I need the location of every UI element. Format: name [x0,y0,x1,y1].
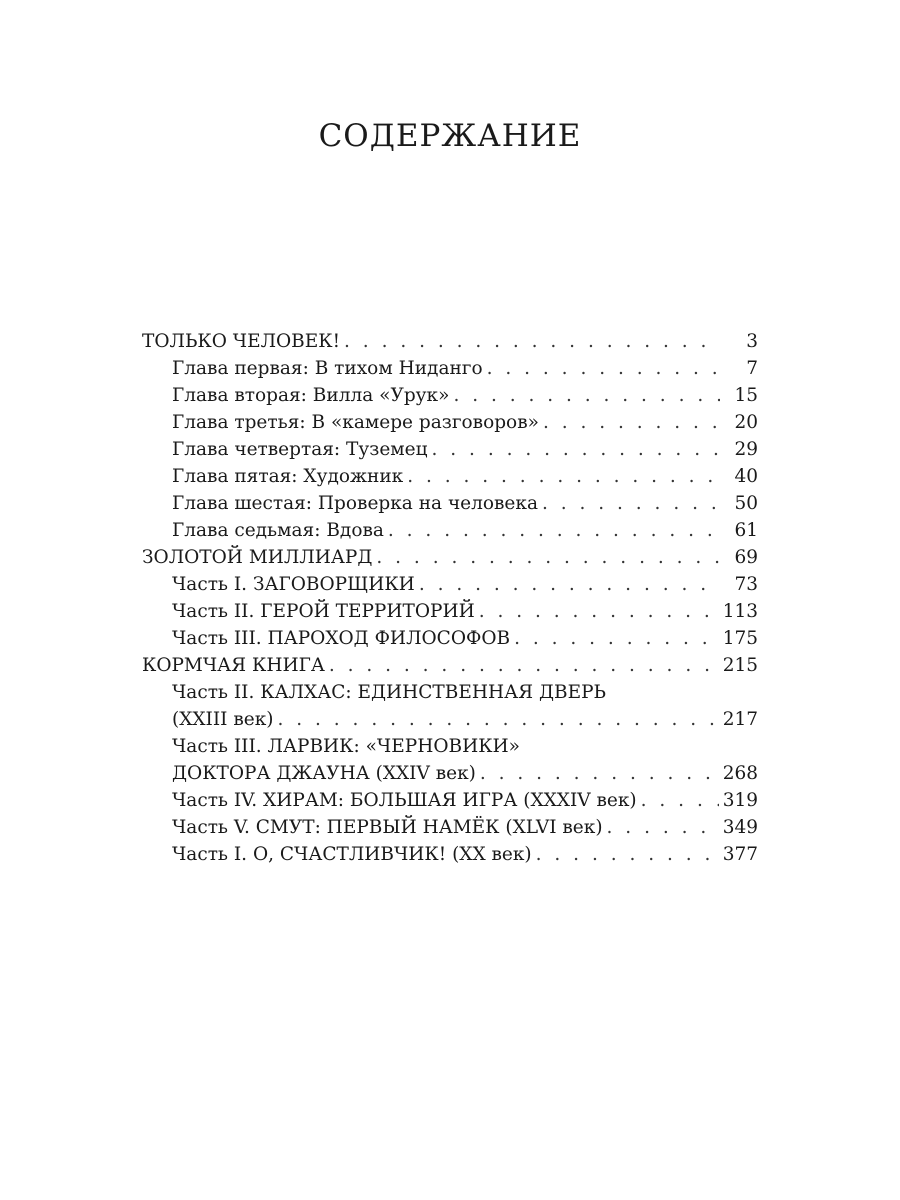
toc-entry-page: 15 [734,385,758,406]
toc-entry [142,571,758,598]
dot-leader [432,436,720,463]
toc-entry-page: 40 [734,466,758,487]
toc-entry-label: КОРМЧАЯ КНИГА [142,655,325,676]
dot-leader [278,706,719,733]
toc-entry-label: Часть III. ПАРОХОД ФИЛОСОФОВ [172,628,511,649]
page-title: СОДЕРЖАНИЕ [318,118,582,154]
toc-entry-page: 319 [722,790,758,811]
toc-entry [142,598,758,625]
toc-entry-label: Глава первая: В тихом Ниданго [172,358,483,379]
dot-leader [453,382,720,409]
toc-entry [142,760,758,787]
toc-entry-page: 377 [722,844,758,865]
dot-leader [536,841,719,868]
toc-entry-label: Часть I. ЗАГОВОРЩИКИ [172,574,415,595]
toc-entry [142,787,758,814]
toc-entry-page: 73 [734,574,758,595]
dot-leader [641,787,719,814]
toc-entry [142,652,758,679]
dot-leader [388,517,720,544]
dot-leader [376,544,720,571]
toc-entry-page: 349 [722,817,758,838]
toc-entry-page: 50 [734,493,758,514]
toc-entry [142,436,758,463]
toc-entry-label: ЗОЛОТОЙ МИЛЛИАРД [142,547,373,568]
dot-leader [487,355,720,382]
toc-entry-first-line [142,733,758,760]
toc-entry-label: Глава третья: В «камере разговоров» [172,412,539,433]
toc-entry-label: Глава четвертая: Туземец [172,439,428,460]
toc-entry-first-line [142,679,758,706]
toc-entry-label: ДОКТОРА ДЖАУНА (XXIV век) [172,763,476,784]
dot-leader [543,409,720,436]
toc-entry-label: Часть IV. ХИРАМ: БОЛЬШАЯ ИГРА (XXXIV век) [172,790,637,811]
toc-entry-label: Глава пятая: Художник [172,466,404,487]
toc-entry [142,517,758,544]
dot-leader [329,652,719,679]
toc-entry-label: ТОЛЬКО ЧЕЛОВЕК! [142,331,341,352]
toc-entry-label: (XXIII век) [172,709,274,730]
toc-entry-label: Глава вторая: Вилла «Урук» [172,385,450,406]
toc-entry-page: 268 [722,763,758,784]
toc-entry [142,814,758,841]
toc-entry [142,625,758,652]
table-of-contents [142,328,758,868]
toc-entry-page: 7 [746,358,758,379]
toc-entry-label: Часть I. О, СЧАСТЛИВЧИК! (XX век) [172,844,532,865]
toc-entry-page: 175 [722,628,758,649]
toc-entry [142,355,758,382]
toc-entry [142,490,758,517]
toc-entry-label-line1: Часть III. ЛАРВИК: «ЧЕРНОВИКИ» [172,736,520,757]
toc-entry [142,544,758,571]
dot-leader [407,463,720,490]
toc-entry-page: 113 [722,601,758,622]
toc-entry-label: Часть V. СМУТ: ПЕРВЫЙ НАМЁК (XLVI век) [172,817,603,838]
toc-entry-page: 69 [734,547,758,568]
toc-entry-page: 20 [734,412,758,433]
toc-entry-page: 215 [722,655,758,676]
toc-entry [142,382,758,409]
dot-leader [479,598,719,625]
dot-leader [542,490,720,517]
toc-entry-label: Глава седьмая: Вдова [172,520,384,541]
toc-entry [142,463,758,490]
toc-entry [142,328,758,355]
toc-entry-page: 61 [734,520,758,541]
toc-entry-page: 217 [722,709,758,730]
toc-entry-label: Часть II. ГЕРОЙ ТЕРРИТОРИЙ [172,601,475,622]
toc-entry-label-line1: Часть II. КАЛХАС: ЕДИНСТВЕННАЯ ДВЕРЬ [172,682,607,703]
dot-leader [480,760,719,787]
toc-entry-label: Глава шестая: Проверка на человека [172,493,538,514]
toc-entry [142,841,758,868]
dot-leader [419,571,720,598]
dot-leader [514,625,719,652]
dot-leader [607,814,719,841]
dot-leader [344,328,720,355]
toc-entry [142,409,758,436]
toc-entry [142,706,758,733]
toc-entry-page: 3 [746,331,758,352]
toc-entry-page: 29 [734,439,758,460]
